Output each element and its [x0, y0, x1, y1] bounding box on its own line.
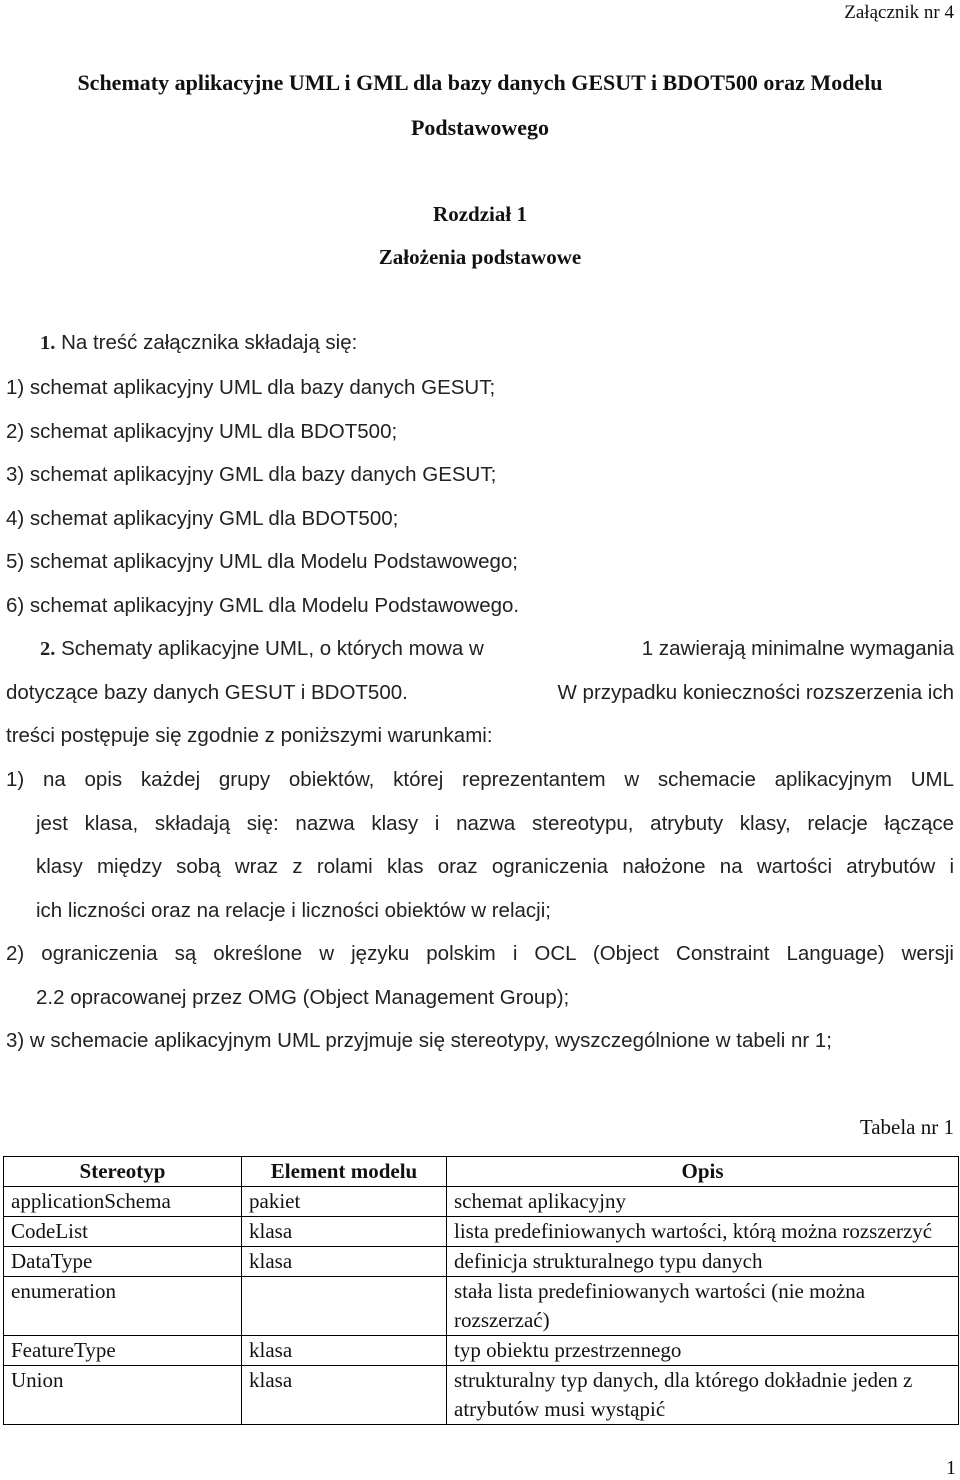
- list-item: 2) schemat aplikacyjny UML dla BDOT500;: [6, 420, 398, 443]
- condition-1-line: 1) na opis każdej grupy obiektów, której reprezentantem w schemacie aplikacyjnym UML: [6, 768, 954, 791]
- section-2-line-2: [6, 681, 954, 705]
- condition-2-line: 2.2 opracowanej przez OMG (Object Management Group);: [36, 986, 570, 1009]
- table-cell: definicja strukturalnego typu danych: [447, 1247, 959, 1277]
- section-2-line-3: treści postępuje się zgodnie z poniższymi warunkami:: [6, 724, 493, 747]
- section-2-lead: [40, 637, 484, 661]
- table-cell: DataType: [4, 1247, 242, 1277]
- section-1-number: 1.: [40, 332, 56, 354]
- table-cell: Union: [4, 1366, 242, 1425]
- section-2-reference: 1 zawierają minimalne wymagania: [641, 637, 954, 660]
- table-cell: klasa: [242, 1247, 447, 1277]
- section-2-text: dotyczące bazy danych GESUT i BDOT500.: [6, 681, 408, 704]
- table-cell: applicationSchema: [4, 1187, 242, 1217]
- condition-3-line: 3) w schemacie aplikacyjnym UML przyjmuje się stereotypy, wyszczególnione w tabeli nr 1;: [6, 1029, 833, 1052]
- annex-label: Załącznik nr 4: [844, 2, 954, 23]
- table-cell: pakiet: [242, 1187, 447, 1217]
- table-caption: Tabela nr 1: [859, 1115, 954, 1139]
- section-2-text: W przypadku konieczności rozszerzenia ich: [557, 681, 954, 704]
- table-cell: strukturalny typ danych, dla którego dokładnie jeden z atrybutów musi wystąpić: [447, 1366, 959, 1425]
- table-cell: enumeration: [4, 1277, 242, 1336]
- table-row: [4, 1336, 959, 1366]
- table-cell: FeatureType: [4, 1336, 242, 1366]
- table-cell: lista predefiniowanych wartości, którą można rozszerzyć: [447, 1217, 959, 1247]
- table-row: [4, 1217, 959, 1247]
- table-cell: klasa: [242, 1366, 447, 1425]
- table-cell: schemat aplikacyjny: [447, 1187, 959, 1217]
- list-item: 6) schemat aplikacyjny GML dla Modelu Podstawowego.: [6, 594, 520, 617]
- section-2-line-1: [40, 637, 954, 661]
- page-number: 1: [946, 1457, 956, 1479]
- list-item: 4) schemat aplikacyjny GML dla BDOT500;: [6, 507, 399, 530]
- stereotype-table: [3, 1156, 959, 1425]
- table-cell: stała lista predefiniowanych wartości (nie można rozszerzać): [447, 1277, 959, 1336]
- table-row: [4, 1187, 959, 1217]
- section-2-text: Schematy aplikacyjne UML, o których mowa w: [61, 637, 484, 660]
- table-header-cell: Opis: [447, 1157, 959, 1187]
- section-2-number: 2.: [40, 638, 56, 660]
- chapter-number: Rozdział 1: [433, 202, 527, 226]
- table-row: [4, 1366, 959, 1425]
- list-item: 5) schemat aplikacyjny UML dla Modelu Podstawowego;: [6, 550, 518, 573]
- section-1-intro-text: Na treść załącznika składają się:: [61, 331, 358, 354]
- condition-1-line: ich liczności oraz na relacje i liczności obiektów w relacji;: [36, 899, 551, 922]
- list-item: 1) schemat aplikacyjny UML dla bazy danych GESUT;: [6, 376, 496, 399]
- table-cell: [242, 1277, 447, 1336]
- section-1-intro: [40, 331, 357, 355]
- table-row: [4, 1277, 959, 1336]
- table-header-row: [4, 1157, 959, 1187]
- table-cell: typ obiektu przestrzennego: [447, 1336, 959, 1366]
- document-title-line-1: Schematy aplikacyjne UML i GML dla bazy danych GESUT i BDOT500 oraz Modelu: [77, 70, 883, 95]
- table-row: [4, 1247, 959, 1277]
- table-cell: klasa: [242, 1217, 447, 1247]
- table-cell: CodeList: [4, 1217, 242, 1247]
- chapter-name: Założenia podstawowe: [378, 245, 582, 269]
- condition-1-line: jest klasa, składają się: nazwa klasy i nazwa stereotypu, atrybuty klasy, relacje łączące: [36, 812, 954, 835]
- table-header-cell: Element modelu: [242, 1157, 447, 1187]
- table-cell: klasa: [242, 1336, 447, 1366]
- table-header-cell: Stereotyp: [4, 1157, 242, 1187]
- document-title-line-2: Podstawowego: [410, 115, 550, 140]
- list-item: 3) schemat aplikacyjny GML dla bazy danych GESUT;: [6, 463, 497, 486]
- condition-1-line: klasy między sobą wraz z rolami klas oraz ograniczenia nałożone na wartości atrybutów i: [36, 855, 954, 878]
- condition-2-line: 2) ograniczenia są określone w języku polskim i OCL (Object Constraint Language) wersji: [6, 942, 954, 965]
